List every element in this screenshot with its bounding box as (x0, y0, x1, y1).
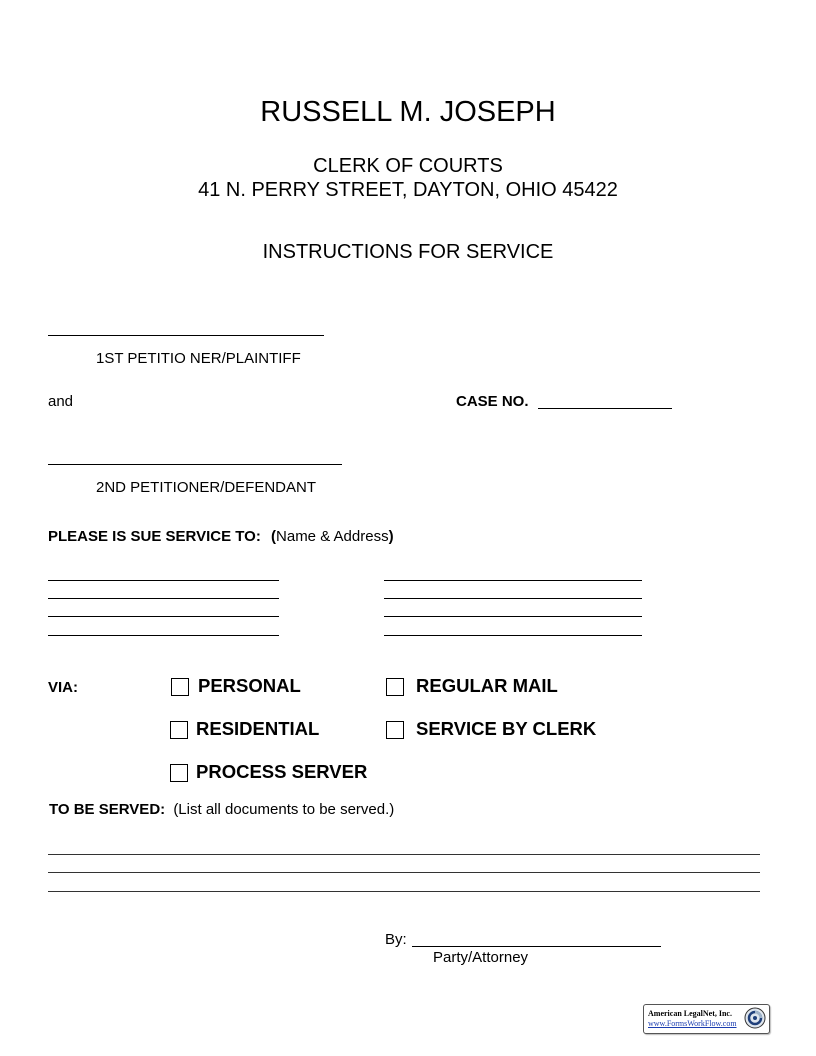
process-server-checkbox[interactable] (170, 764, 188, 782)
office-title: CLERK OF COURTS (313, 155, 503, 177)
process-server-label: PROCESS SERVER (196, 761, 368, 782)
personal-checkbox[interactable] (171, 678, 189, 696)
american-legalnet-badge[interactable] (643, 1004, 770, 1034)
office-address: 41 N. PERRY STREET, DAYTON, OHIO 45422 (198, 179, 618, 201)
service-address-line[interactable] (384, 635, 642, 636)
documents-line[interactable] (48, 872, 760, 873)
to-be-served-label: TO BE SERVED: (49, 801, 166, 818)
party-attorney-label: Party/Attorney (433, 949, 529, 966)
residential-checkbox[interactable] (170, 721, 188, 739)
service-address-line[interactable] (384, 616, 642, 617)
and-label: and (48, 393, 74, 410)
petitioner2-line[interactable] (48, 464, 342, 465)
globe-icon (744, 1007, 766, 1029)
residential-label: RESIDENTIAL (196, 718, 320, 739)
issue-service-label (48, 528, 394, 546)
service-address-line[interactable] (384, 580, 642, 581)
to-be-served-hint: (List all documents to be served.) (173, 801, 395, 818)
badge-url[interactable]: www.FormsWorkFlow.com (648, 1019, 737, 1028)
case-no-label: CASE NO. (456, 393, 529, 410)
service-address-line[interactable] (48, 616, 279, 617)
documents-line[interactable] (48, 854, 760, 855)
by-label: By: (385, 931, 407, 948)
to-be-served-row (49, 801, 394, 819)
paren-open: ( (271, 528, 277, 545)
regular-mail-checkbox[interactable] (386, 678, 404, 696)
service-by-clerk-checkbox[interactable] (386, 721, 404, 739)
paren-close: ) (388, 528, 394, 545)
service-address-line[interactable] (48, 635, 279, 636)
issue-service-heading: PLEASE IS SUE SERVICE TO: (48, 528, 261, 545)
clerk-name: RUSSELL M. JOSEPH (260, 96, 556, 128)
service-by-clerk-label: SERVICE BY CLERK (416, 718, 597, 739)
petitioner1-line[interactable] (48, 335, 324, 336)
personal-label: PERSONAL (198, 675, 301, 696)
via-label: VIA: (48, 679, 78, 696)
document-title: INSTRUCTIONS FOR SERVICE (262, 241, 554, 263)
documents-line[interactable] (48, 891, 760, 892)
service-address-line[interactable] (384, 598, 642, 599)
service-address-line[interactable] (48, 598, 279, 599)
service-address-line[interactable] (48, 580, 279, 581)
badge-company: American LegalNet, Inc. (648, 1009, 732, 1018)
name-address-hint: Name & Address (276, 528, 389, 545)
case-no-field[interactable] (538, 408, 672, 409)
regular-mail-label: REGULAR MAIL (416, 675, 558, 696)
petitioner1-label: 1ST PETITIO NER/PLAINTIFF (96, 350, 301, 367)
signature-line[interactable] (412, 946, 661, 947)
petitioner2-label: 2ND PETITIONER/DEFENDANT (96, 479, 317, 496)
